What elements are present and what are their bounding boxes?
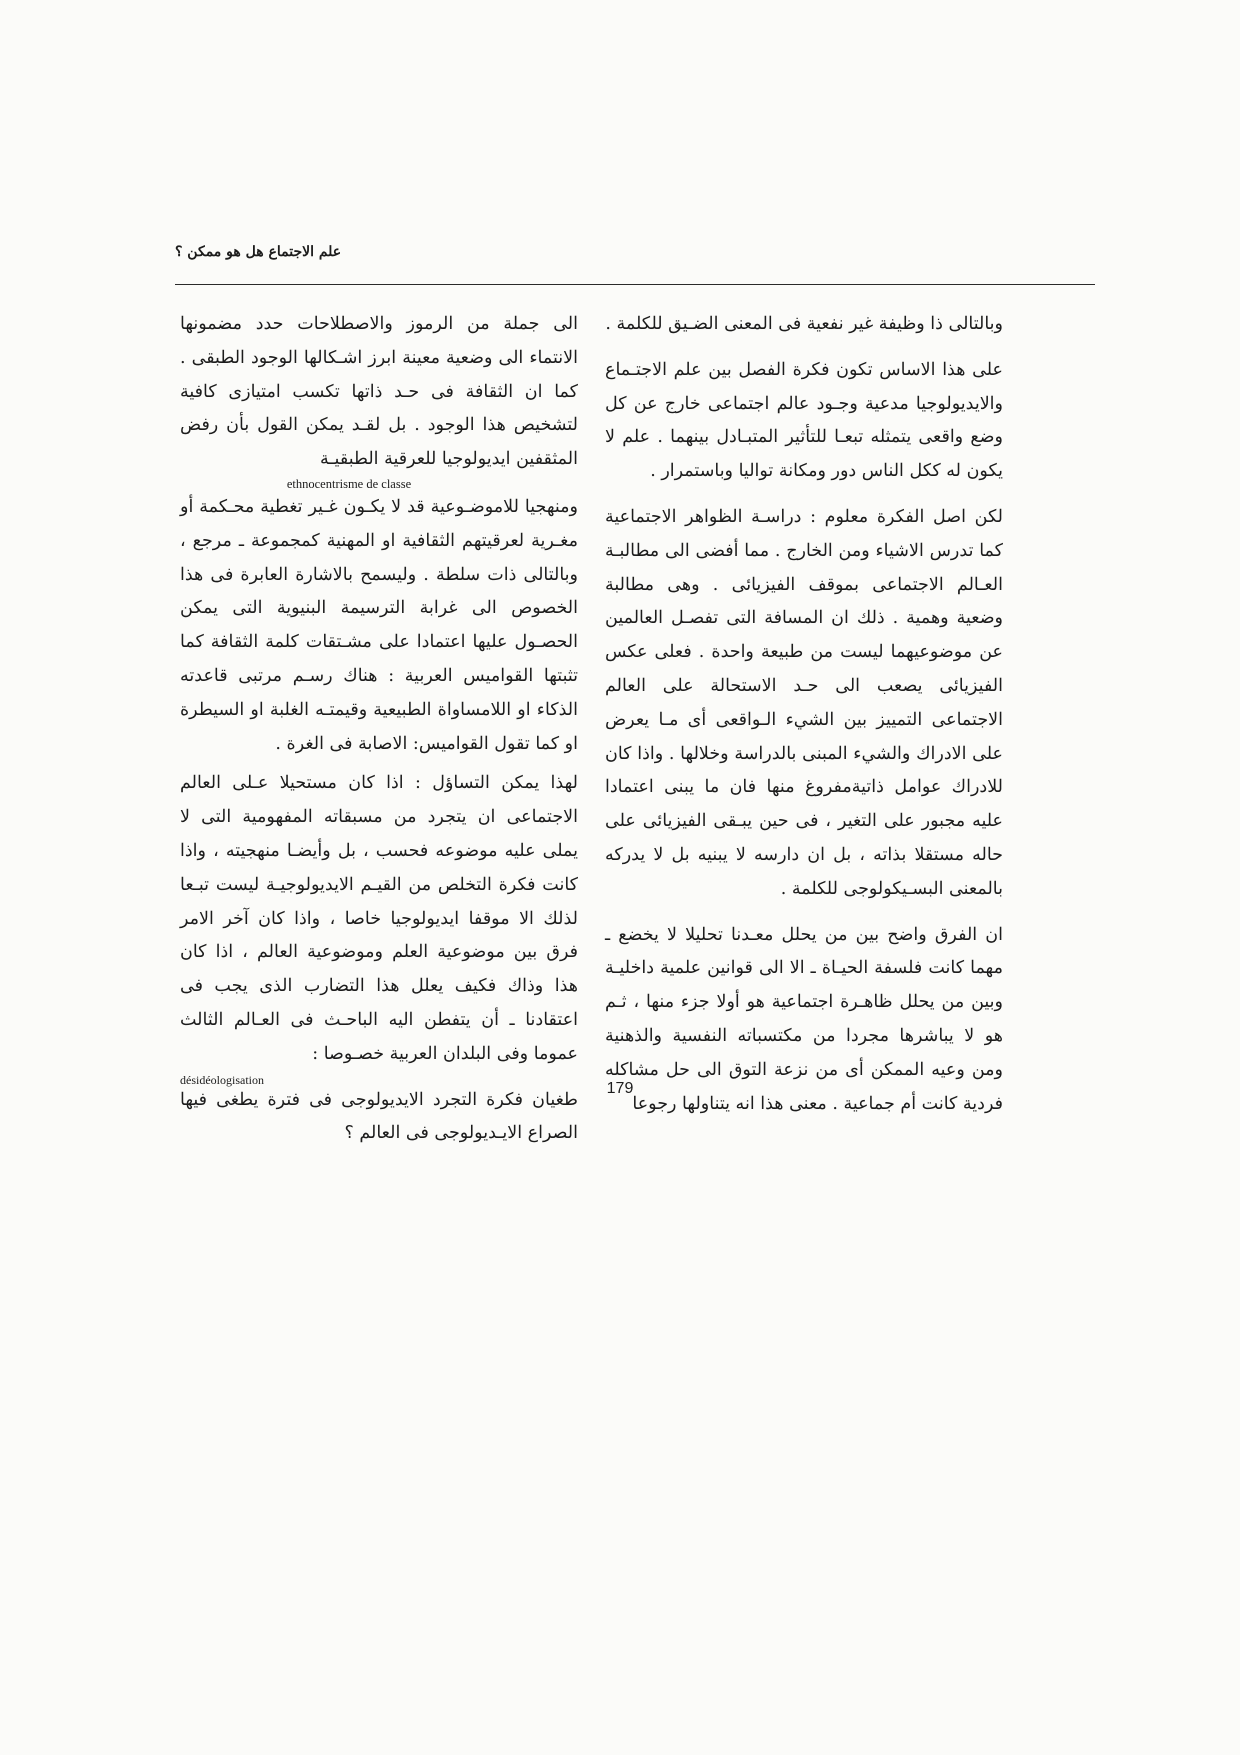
paragraph: وبالتالى ذا وظيفة غير نفعية فى المعنى الضـيق للكلمة . (605, 314, 1003, 334)
running-title: علم الاجتماع هل هو ممكن ؟ (175, 244, 342, 260)
latin-term: ethnocentrisme de classe (286, 476, 412, 491)
right-column (605, 308, 1003, 1121)
paragraph (180, 767, 578, 1151)
page-number: 179 (606, 1080, 634, 1097)
paragraph-text: لهذا يمكن التساؤل : اذا كان مستحيلا عـلى العالم الاجتماعى ان يتجرد من مسبقاته المفهومية التى لا يملى عليه موضوعه فحسب ، بل وأيضـا منهجيته ، واذا كانت فكرة التخلص من القيـم الايديولوجيـة ليست تبـعا لذلك الا موقفا ايديولوجيا خاصا ، واذا كان آخر الامر فرق بين موضوعية العلم وموضوعية العالم ، اذا كان هذا وذاك فكيف يعلل هذا التضارب الذى يجب فى اعتقادنا ـ أن يتفطن اليه الباحـث فى العـالم الثالث عموما وفى البلدان العربية خصـوصا : (180, 773, 578, 1064)
paragraph: على هذا الاساس تكون فكرة الفصل بين علم الاجتـماع والايديولوجيا مدعية وجـود عالم اجتماعى خارج عن كل وضع واقعى يتمثله تبعـا للتأثير المتبـادل بينهما . علم لا يكون له ككل الناس دور ومكانة تواليا وباستمرار . (605, 359, 1003, 482)
paragraph: لكن اصل الفكرة معلوم : دراسـة الظواهر الاجتماعية كما تدرس الاشياء ومن الخارج . مما أفضى الى مطالبـة العـالم الاجتماعى بموقف الفيزيائى . وهى مطالبة وضعية وهمية . ذلك ان المسافة التى تفصـل العالمين عن موضوعيهما ليست من طبيعة واحدة . فعلى عكس الفيزيائى يصعب الى حـد الاستحالة على العالم الاجتماعى التمييز بين الشيء الـواقعى أى مـا يعرض على الادراك والشيء المبنى بالدراسة وخلالها . واذا كان للادراك عوامل ذاتيةمفروغ منها فان ما يبنى اعتمادا عليه مجبور على التغير ، فى حين يبـقى الفيزيائى على حاله مستقلا بذاته ، بل ان دارسه لا يبنيه بل لا يدركه بالمعنى البسـيكولوجى للكلمة . (605, 506, 1003, 899)
paragraph (180, 308, 578, 761)
latin-term: désidéologisation (180, 1072, 264, 1087)
paragraph-text: طغيان فكرة التجرد الايديولوجى فى فترة يطغى فيها الصراع الايـديولوجى فى العالم ؟ (180, 1089, 578, 1144)
paragraph-text: الى جملة من الرموز والاصطلاحات حدد مضمونها الانتماء الى وضعية معينة ابرز اشـكالها الوجود الطبقى . كما ان الثقافة فى حـد ذاتها تكسب امتيازى كافية لتشخيص هذا الوجود . بل لقـد يمكن القول بأن رفض المثقفين ايديولوجيا للعرقية الطبقيـة (180, 314, 578, 470)
paragraph: ان الفرق واضح بين من يحلل معـدنا تحليلا لا يخضع ـ مهما كانت فلسفة الحيـاة ـ الا الى قوانين علمية داخليـة وبين من يحلل ظاهـرة اجتماعية هو أولا جزء منها ، ثـم هو لا يباشرها مجردا من مكتسباته النفسية والذهنية ومن وعيه الممكن أى من نزعة التوق الى حل مشاكله فردية كانت أم جماعية . معنى هذا انه يتناولها رجوعا (605, 924, 1003, 1114)
header-rule (175, 284, 1095, 285)
left-column (180, 308, 578, 1151)
paragraph-text: ومنهجيا للاموضـوعية قد لا يكـون غـير تغطية محـكمة أو مغـرية لعرقيتهم الثقافية او المهنية كمجموعة ـ مرجع ، وبالتالى ذات سلطة . وليسمح بالاشارة العابرة فى هذا الخصوص الى غرابة الترسيمة البنيوية التى يمكن الحصـول عليها اعتمادا على مشـتقات كلمة الثقافة كما تثبتها القواميس العربية : هناك رسـم مرتبى قاعدته الذكاء او اللامساواة الطبيعية وقيمتـه الغلبة او السيطرة او كما تقول القواميس: الاصابة فى الغرة . (180, 496, 578, 754)
